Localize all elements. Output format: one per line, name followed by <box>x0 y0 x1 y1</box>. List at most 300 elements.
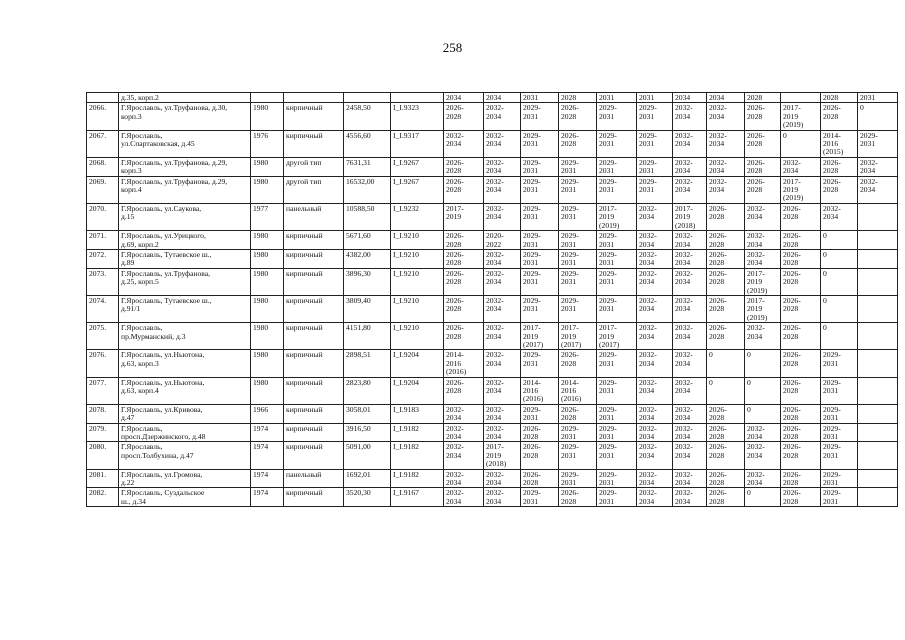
cell-address: Г.Ярославль, просп.Толбухина, д.47 <box>119 442 251 469</box>
cell-year: 1980 <box>251 231 284 250</box>
cell-address: Г.Ярославль, ул.Кривова, д.47 <box>119 404 251 423</box>
cell-period-8: 2026- 2028 <box>707 323 745 350</box>
cell-address: Г.Ярославль, ул.Громова, д.22 <box>119 469 251 488</box>
cell-period-9: 2017- 2019 (2019) <box>745 268 781 295</box>
cell-wall-type: кирпичный <box>284 488 344 507</box>
cell-period-10: 2026- 2028 <box>781 350 821 377</box>
cell-address: Г.Ярославль, ул.Саукова, д.15 <box>119 203 251 230</box>
cell-address: Г.Ярославль, ул.Труфанова, д.25, корп.5 <box>119 268 251 295</box>
cell-period-2: 2032- 2034 <box>484 249 521 268</box>
cell-wall-type: кирпичный <box>284 423 344 442</box>
cell-period-2: 2032- 2034 <box>484 103 521 130</box>
cell-address: Г.Ярославль, Тутаевское ш., д.89 <box>119 249 251 268</box>
table-row <box>87 249 898 268</box>
cell-index: I_I.9210 <box>391 323 444 350</box>
cell-period-10: 2026- 2028 <box>781 295 821 322</box>
cell-period-3: 2029- 2031 <box>521 157 559 176</box>
cell-period-8: 2032- 2034 <box>707 103 745 130</box>
cell-period-8: 2032- 2034 <box>707 176 745 203</box>
cell-period-4: 2029- 2031 <box>559 295 597 322</box>
cell-period-7: 2032- 2034 <box>673 404 707 423</box>
cell-period-5: 2029- 2031 <box>597 295 637 322</box>
cell-period-9: 2026- 2028 <box>745 130 781 157</box>
cell-wall-type: кирпичный <box>284 377 344 404</box>
cell-period-3: 2029- 2031 <box>521 295 559 322</box>
cell-number: 2076. <box>87 350 119 377</box>
cell-period-1: 2026- 2028 <box>444 176 484 203</box>
table-row <box>87 157 898 176</box>
cell-area: 5091,00 <box>344 442 391 469</box>
cell-period-9: 2032- 2034 <box>745 249 781 268</box>
cell-period-12 <box>858 323 898 350</box>
cell-period-6: 2032- 2034 <box>637 249 673 268</box>
table-row <box>87 176 898 203</box>
cell-period-9: 2032- 2034 <box>745 323 781 350</box>
cell-index: I_I.9182 <box>391 442 444 469</box>
cell-period-8: 0 <box>707 377 745 404</box>
cell-period-11: 2026- 2028 <box>821 157 858 176</box>
cell-period-1: 2026- 2028 <box>444 268 484 295</box>
cell-period-9: 2026- 2028 <box>745 103 781 130</box>
cell-period-10: 2026- 2028 <box>781 323 821 350</box>
cell-period-8: 2026- 2028 <box>707 249 745 268</box>
cell-period-10: 2026- 2028 <box>781 469 821 488</box>
cell-year: 1974 <box>251 469 284 488</box>
cell-period-1: 2026- 2028 <box>444 103 484 130</box>
cell-wall-type: кирпичный <box>284 404 344 423</box>
cell-wall-type: кирпичный <box>284 323 344 350</box>
cell-year: 1980 <box>251 157 284 176</box>
cell-period-7: 2032- 2034 <box>673 469 707 488</box>
cell-period-6: 2029- 2031 <box>637 157 673 176</box>
cell-period-2: 2032- 2034 <box>484 176 521 203</box>
cell-period-5: 2029- 2031 <box>597 231 637 250</box>
cell-period-1: 2026- 2028 <box>444 323 484 350</box>
cell-period-9: 0 <box>745 350 781 377</box>
cell-area: 3520,30 <box>344 488 391 507</box>
cell-period-2: 2032- 2034 <box>484 423 521 442</box>
cell-period-11: 2026- 2028 <box>821 103 858 130</box>
cell-period-10: 2026- 2028 <box>781 231 821 250</box>
table-row <box>87 442 898 469</box>
cell-period-2: 2020- 2022 <box>484 231 521 250</box>
cell-period-3: 2029- 2031 <box>521 249 559 268</box>
cell-period-7: 2032- 2034 <box>673 103 707 130</box>
cell-period-6: 2032- 2034 <box>637 404 673 423</box>
table-row <box>87 404 898 423</box>
cell-period-5: 2029- 2031 <box>597 488 637 507</box>
cell-period-11: 2029- 2031 <box>821 377 858 404</box>
cell-period-5: 2029- 2031 <box>597 249 637 268</box>
cell-index: I_I.9317 <box>391 130 444 157</box>
cell-period-2: 2032- 2034 <box>484 469 521 488</box>
cell-period-7: 2034 <box>673 93 707 103</box>
cell-address: Г.Ярославль, ул.Ньютона, д.63, корп.4 <box>119 377 251 404</box>
cell-year: 1980 <box>251 268 284 295</box>
cell-wall-type: кирпичный <box>284 268 344 295</box>
cell-index: I_I.9167 <box>391 488 444 507</box>
cell-year: 1980 <box>251 249 284 268</box>
cell-period-7: 2017- 2019 (2018) <box>673 203 707 230</box>
cell-period-4: 2029- 2031 <box>559 442 597 469</box>
cell-period-3: 2029- 2031 <box>521 404 559 423</box>
cell-index: I_I.9210 <box>391 249 444 268</box>
cell-period-9: 2032- 2034 <box>745 231 781 250</box>
cell-period-1: 2026- 2028 <box>444 249 484 268</box>
cell-period-8: 2026- 2028 <box>707 442 745 469</box>
cell-period-4: 2029- 2031 <box>559 231 597 250</box>
cell-address: Г.Ярославль, ул.Труфанова, д.29, корп.4 <box>119 176 251 203</box>
cell-period-7: 2032- 2034 <box>673 350 707 377</box>
cell-index: I_I.9182 <box>391 469 444 488</box>
cell-number: 2079. <box>87 423 119 442</box>
cell-period-10: 2026- 2028 <box>781 268 821 295</box>
cell-number: 2067. <box>87 130 119 157</box>
cell-wall-type: кирпичный <box>284 442 344 469</box>
cell-area: 2823,80 <box>344 377 391 404</box>
cell-year: 1974 <box>251 423 284 442</box>
cell-period-12: 0 <box>858 103 898 130</box>
cell-period-6: 2032- 2034 <box>637 268 673 295</box>
cell-period-12 <box>858 295 898 322</box>
cell-period-12 <box>858 203 898 230</box>
cell-address: Г.Ярославль, ул.Урицкого, д.69, корп.2 <box>119 231 251 250</box>
cell-number: 2066. <box>87 103 119 130</box>
cell-period-7: 2032- 2034 <box>673 176 707 203</box>
cell-period-12 <box>858 249 898 268</box>
cell-period-6: 2032- 2034 <box>637 377 673 404</box>
cell-period-4: 2029- 2031 <box>559 423 597 442</box>
cell-period-8: 2026- 2028 <box>707 404 745 423</box>
cell-index <box>391 93 444 103</box>
cell-period-9: 2017- 2019 (2019) <box>745 295 781 322</box>
cell-period-3: 2029- 2031 <box>521 350 559 377</box>
table-row <box>87 423 898 442</box>
cell-period-10: 2026- 2028 <box>781 377 821 404</box>
cell-period-1: 2032- 2034 <box>444 469 484 488</box>
cell-index: I_I.9323 <box>391 103 444 130</box>
cell-address: Г.Ярославль, пр.Мурманский, д.3 <box>119 323 251 350</box>
cell-wall-type: кирпичный <box>284 249 344 268</box>
cell-area: 10588,50 <box>344 203 391 230</box>
cell-period-6: 2032- 2034 <box>637 442 673 469</box>
cell-period-8: 2026- 2028 <box>707 469 745 488</box>
buildings-table <box>86 92 898 507</box>
cell-period-9: 0 <box>745 488 781 507</box>
cell-wall-type: другой тип <box>284 157 344 176</box>
cell-period-2: 2032- 2034 <box>484 404 521 423</box>
cell-period-4: 2029- 2031 <box>559 249 597 268</box>
cell-period-5: 2029- 2031 <box>597 404 637 423</box>
cell-period-1: 2014- 2016 (2016) <box>444 350 484 377</box>
cell-period-12: 2031 <box>858 93 898 103</box>
cell-period-10: 2026- 2028 <box>781 249 821 268</box>
cell-period-8: 2032- 2034 <box>707 130 745 157</box>
cell-period-8: 2034 <box>707 93 745 103</box>
cell-period-11: 2029- 2031 <box>821 423 858 442</box>
cell-period-3: 2029- 2031 <box>521 176 559 203</box>
cell-period-4: 2028 <box>559 93 597 103</box>
cell-period-3: 2026- 2028 <box>521 423 559 442</box>
cell-period-3: 2029- 2031 <box>521 203 559 230</box>
cell-period-7: 2032- 2034 <box>673 295 707 322</box>
cell-number: 2081. <box>87 469 119 488</box>
cell-index: I_I.9204 <box>391 377 444 404</box>
cell-address: д.35, корп.2 <box>119 93 251 103</box>
cell-area: 16532,00 <box>344 176 391 203</box>
cell-wall-type: кирпичный <box>284 295 344 322</box>
cell-period-12: 2029- 2031 <box>858 130 898 157</box>
cell-period-3: 2017- 2019 (2017) <box>521 323 559 350</box>
cell-period-10: 2026- 2028 <box>781 203 821 230</box>
cell-period-2: 2032- 2034 <box>484 350 521 377</box>
cell-period-6: 2032- 2034 <box>637 295 673 322</box>
cell-period-1: 2026- 2028 <box>444 231 484 250</box>
cell-area: 5671,60 <box>344 231 391 250</box>
cell-period-3: 2029- 2031 <box>521 103 559 130</box>
cell-year: 1977 <box>251 203 284 230</box>
cell-period-9: 2032- 2034 <box>745 469 781 488</box>
cell-period-4: 2026- 2028 <box>559 130 597 157</box>
cell-period-3: 2029- 2031 <box>521 130 559 157</box>
table-row <box>87 350 898 377</box>
cell-address: Г.Ярославль, ул.Труфанова, д.29, корп.3 <box>119 157 251 176</box>
cell-number: 2068. <box>87 157 119 176</box>
cell-period-9: 2026- 2028 <box>745 176 781 203</box>
cell-period-11: 0 <box>821 231 858 250</box>
page-number: 258 <box>442 40 463 55</box>
cell-period-7: 2032- 2034 <box>673 130 707 157</box>
cell-period-8: 2026- 2028 <box>707 488 745 507</box>
cell-year: 1980 <box>251 377 284 404</box>
cell-address: Г.Ярославль, ул.Спартаковская, д.45 <box>119 130 251 157</box>
cell-period-11: 2028 <box>821 93 858 103</box>
cell-period-12 <box>858 469 898 488</box>
cell-period-1: 2032- 2034 <box>444 130 484 157</box>
cell-period-11: 2014- 2016 (2015) <box>821 130 858 157</box>
cell-wall-type: панельный <box>284 203 344 230</box>
cell-year <box>251 93 284 103</box>
cell-year: 1980 <box>251 323 284 350</box>
cell-period-4: 2029- 2031 <box>559 157 597 176</box>
table-row <box>87 323 898 350</box>
cell-year: 1974 <box>251 442 284 469</box>
cell-period-7: 2032- 2034 <box>673 442 707 469</box>
cell-address: Г.Ярославль, просп.Дзержинского, д.48 <box>119 423 251 442</box>
cell-wall-type <box>284 93 344 103</box>
cell-period-12 <box>858 377 898 404</box>
cell-index: I_I.9267 <box>391 157 444 176</box>
cell-period-10: 2032- 2034 <box>781 157 821 176</box>
cell-period-1: 2032- 2034 <box>444 404 484 423</box>
cell-period-6: 2032- 2034 <box>637 231 673 250</box>
cell-period-5: 2029- 2031 <box>597 377 637 404</box>
cell-index: I_I.9204 <box>391 350 444 377</box>
cell-period-4: 2014- 2016 (2016) <box>559 377 597 404</box>
cell-period-4: 2026- 2028 <box>559 103 597 130</box>
cell-period-10 <box>781 93 821 103</box>
cell-period-12 <box>858 442 898 469</box>
cell-wall-type: другой тип <box>284 176 344 203</box>
cell-period-4: 2029- 2031 <box>559 176 597 203</box>
cell-area <box>344 93 391 103</box>
cell-number: 2073. <box>87 268 119 295</box>
cell-period-11: 0 <box>821 249 858 268</box>
cell-wall-type: кирпичный <box>284 103 344 130</box>
cell-period-1: 2026- 2028 <box>444 295 484 322</box>
cell-period-12 <box>858 423 898 442</box>
cell-period-5: 2029- 2031 <box>597 103 637 130</box>
table-row <box>87 295 898 322</box>
cell-period-10: 2017- 2019 (2019) <box>781 176 821 203</box>
cell-period-2: 2032- 2034 <box>484 157 521 176</box>
cell-period-7: 2032- 2034 <box>673 423 707 442</box>
cell-period-2: 2032- 2034 <box>484 323 521 350</box>
table-row <box>87 103 898 130</box>
cell-year: 1980 <box>251 295 284 322</box>
cell-period-8: 0 <box>707 350 745 377</box>
cell-year: 1980 <box>251 350 284 377</box>
cell-number: 2078. <box>87 404 119 423</box>
cell-year: 1974 <box>251 488 284 507</box>
cell-period-5: 2029- 2031 <box>597 130 637 157</box>
cell-number: 2080. <box>87 442 119 469</box>
cell-period-6: 2031 <box>637 93 673 103</box>
cell-period-2: 2032- 2034 <box>484 203 521 230</box>
cell-period-10: 2026- 2028 <box>781 404 821 423</box>
cell-index: I_I.9232 <box>391 203 444 230</box>
cell-period-10: 2026- 2028 <box>781 423 821 442</box>
cell-period-11: 2026- 2028 <box>821 176 858 203</box>
cell-number: 2074. <box>87 295 119 322</box>
cell-period-7: 2032- 2034 <box>673 249 707 268</box>
cell-area: 3896,30 <box>344 268 391 295</box>
cell-period-10: 2017- 2019 (2019) <box>781 103 821 130</box>
cell-year: 1980 <box>251 103 284 130</box>
cell-area: 4382,00 <box>344 249 391 268</box>
cell-period-4: 2026- 2028 <box>559 350 597 377</box>
cell-period-3: 2026- 2028 <box>521 442 559 469</box>
cell-area: 2458,50 <box>344 103 391 130</box>
cell-period-4: 2029- 2031 <box>559 469 597 488</box>
cell-period-12 <box>858 350 898 377</box>
cell-number <box>87 93 119 103</box>
cell-period-12 <box>858 404 898 423</box>
cell-address: Г.Ярославль, Тутаевское ш., д.91/1 <box>119 295 251 322</box>
cell-period-4: 2017- 2019 (2017) <box>559 323 597 350</box>
cell-period-2: 2032- 2034 <box>484 377 521 404</box>
cell-period-1: 2032- 2034 <box>444 442 484 469</box>
table-row <box>87 469 898 488</box>
table-row <box>87 130 898 157</box>
cell-period-8: 2026- 2028 <box>707 268 745 295</box>
cell-area: 3809,40 <box>344 295 391 322</box>
cell-period-9: 2028 <box>745 93 781 103</box>
cell-period-3: 2029- 2031 <box>521 488 559 507</box>
cell-year: 1980 <box>251 176 284 203</box>
cell-period-2: 2032- 2034 <box>484 130 521 157</box>
cell-area: 4556,60 <box>344 130 391 157</box>
cell-period-12: 2032- 2034 <box>858 157 898 176</box>
table-row <box>87 488 898 507</box>
cell-period-1: 2017- 2019 <box>444 203 484 230</box>
cell-index: I_I.9210 <box>391 268 444 295</box>
cell-period-7: 2032- 2034 <box>673 157 707 176</box>
cell-area: 7631,31 <box>344 157 391 176</box>
cell-period-11: 2029- 2031 <box>821 350 858 377</box>
cell-period-12 <box>858 488 898 507</box>
cell-area: 3916,50 <box>344 423 391 442</box>
cell-period-11: 2029- 2031 <box>821 404 858 423</box>
cell-period-11: 2029- 2031 <box>821 442 858 469</box>
cell-period-9: 2032- 2034 <box>745 203 781 230</box>
cell-period-8: 2032- 2034 <box>707 157 745 176</box>
cell-period-8: 2026- 2028 <box>707 295 745 322</box>
cell-period-9: 2032- 2034 <box>745 423 781 442</box>
cell-year: 1966 <box>251 404 284 423</box>
cell-period-6: 2029- 2031 <box>637 103 673 130</box>
cell-area: 1692,01 <box>344 469 391 488</box>
cell-period-5: 2017- 2019 (2017) <box>597 323 637 350</box>
cell-period-4: 2026- 2028 <box>559 488 597 507</box>
cell-wall-type: кирпичный <box>284 350 344 377</box>
cell-period-9: 0 <box>745 404 781 423</box>
cell-period-6: 2032- 2034 <box>637 203 673 230</box>
cell-period-7: 2032- 2034 <box>673 231 707 250</box>
cell-period-11: 2029- 2031 <box>821 469 858 488</box>
cell-period-6: 2032- 2034 <box>637 469 673 488</box>
cell-number: 2072. <box>87 249 119 268</box>
cell-period-4: 2029- 2031 <box>559 203 597 230</box>
cell-period-4: 2029- 2031 <box>559 268 597 295</box>
cell-period-7: 2032- 2034 <box>673 377 707 404</box>
cell-period-3: 2014- 2016 (2016) <box>521 377 559 404</box>
cell-address: Г.Ярославль, ул.Труфанова, д.30, корп.3 <box>119 103 251 130</box>
cell-number: 2075. <box>87 323 119 350</box>
cell-area: 4151,80 <box>344 323 391 350</box>
cell-period-1: 2026- 2028 <box>444 377 484 404</box>
cell-period-6: 2032- 2034 <box>637 488 673 507</box>
cell-period-5: 2031 <box>597 93 637 103</box>
cell-number: 2070. <box>87 203 119 230</box>
table-row <box>87 203 898 230</box>
cell-period-5: 2029- 2031 <box>597 469 637 488</box>
cell-year: 1976 <box>251 130 284 157</box>
cell-period-1: 2032- 2034 <box>444 423 484 442</box>
cell-period-3: 2029- 2031 <box>521 268 559 295</box>
cell-period-2: 2032- 2034 <box>484 488 521 507</box>
cell-period-11: 0 <box>821 268 858 295</box>
cell-period-1: 2032- 2034 <box>444 488 484 507</box>
cell-index: I_I.9183 <box>391 404 444 423</box>
cell-period-10: 2026- 2028 <box>781 442 821 469</box>
cell-period-9: 2026- 2028 <box>745 157 781 176</box>
cell-wall-type: кирпичный <box>284 231 344 250</box>
cell-period-6: 2032- 2034 <box>637 423 673 442</box>
cell-period-12 <box>858 231 898 250</box>
cell-period-12: 2032- 2034 <box>858 176 898 203</box>
cell-number: 2077. <box>87 377 119 404</box>
cell-period-9: 0 <box>745 377 781 404</box>
cell-area: 2898,51 <box>344 350 391 377</box>
cell-period-6: 2029- 2031 <box>637 176 673 203</box>
cell-period-2: 2017- 2019 (2018) <box>484 442 521 469</box>
table-row <box>87 268 898 295</box>
cell-address: Г.Ярославль, Суздальское ш., д.34 <box>119 488 251 507</box>
cell-period-8: 2026- 2028 <box>707 231 745 250</box>
cell-period-5: 2029- 2031 <box>597 442 637 469</box>
cell-period-2: 2034 <box>484 93 521 103</box>
